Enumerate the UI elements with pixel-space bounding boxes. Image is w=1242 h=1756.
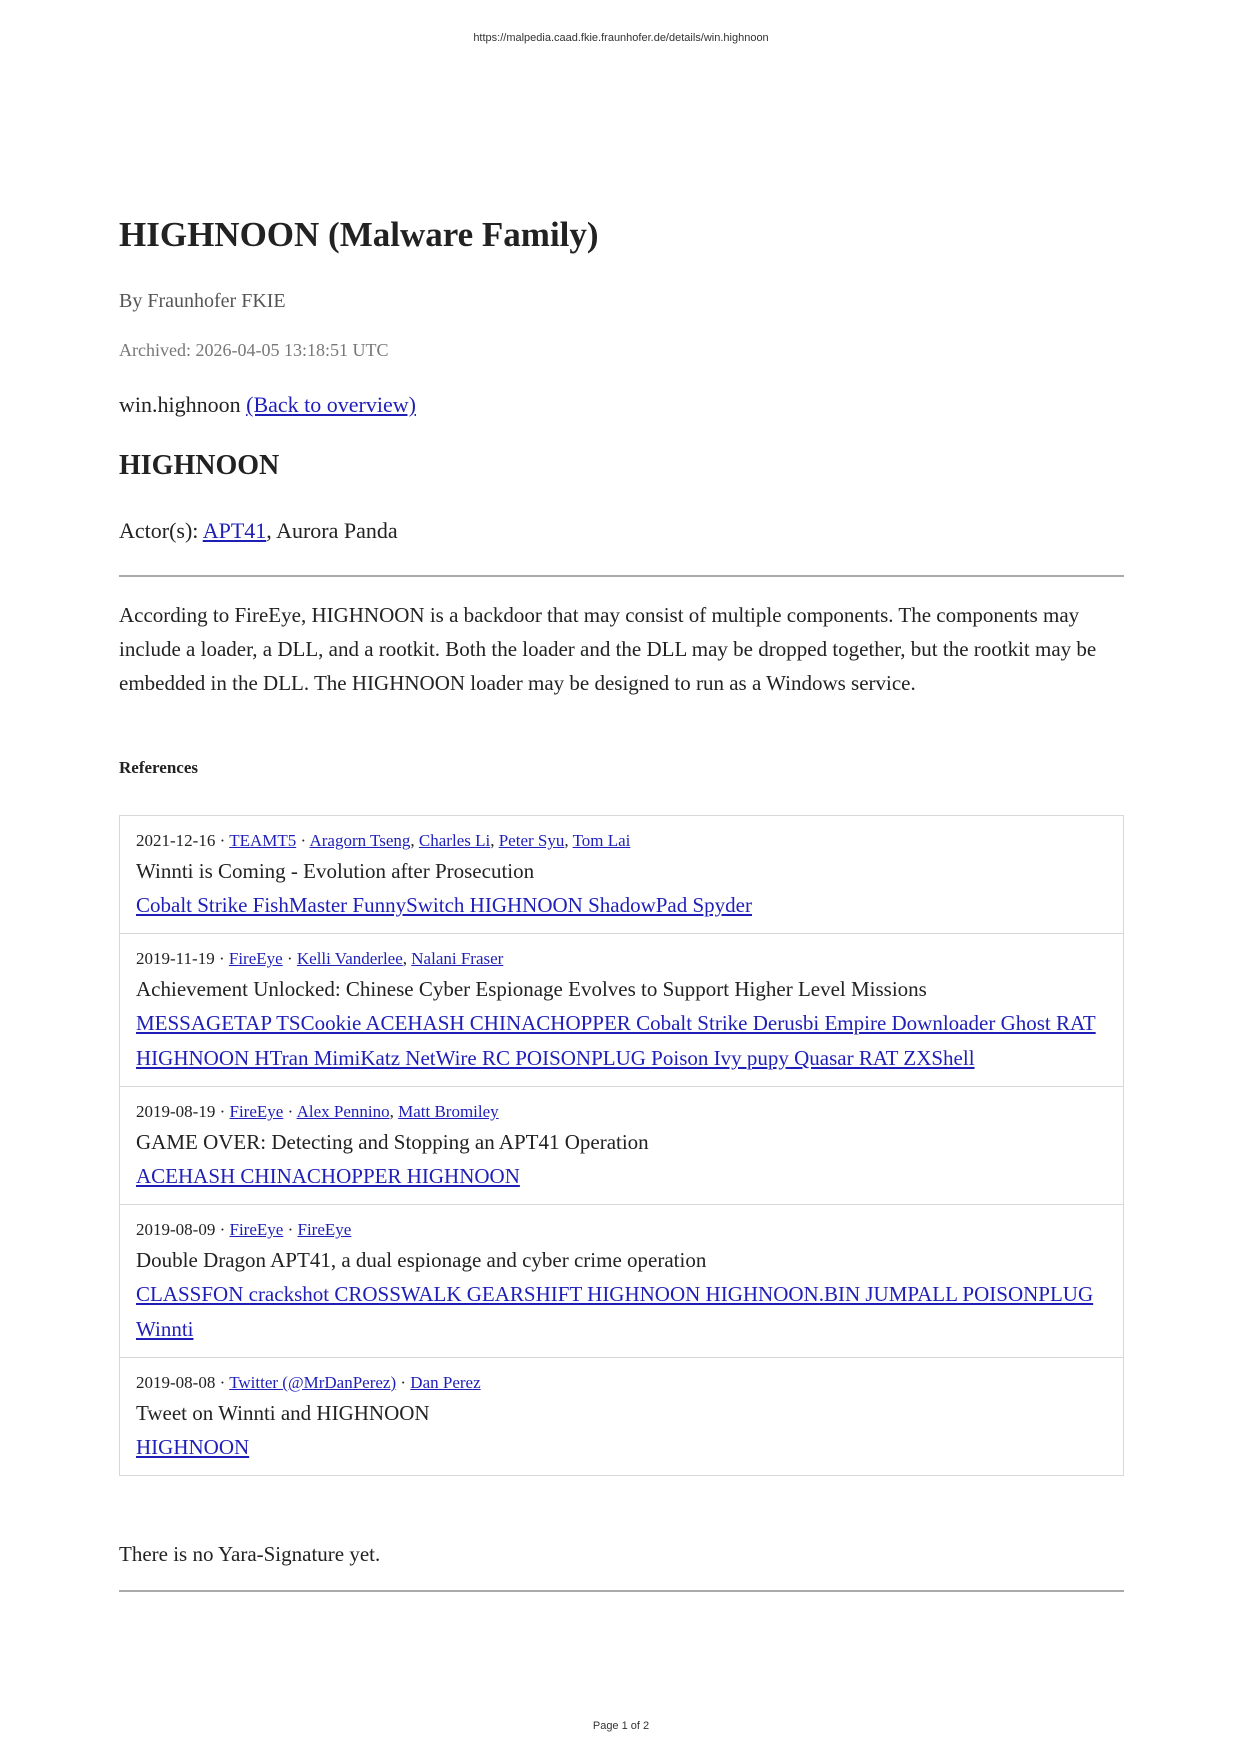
actor-aurora-panda: Aurora Panda <box>276 518 398 543</box>
divider-top <box>119 575 1124 577</box>
meta-separator: · <box>396 1373 411 1392</box>
meta-separator: · <box>283 1220 298 1239</box>
reference-author-link[interactable]: Dan Perez <box>410 1373 481 1392</box>
reference-family-links[interactable]: HIGHNOON <box>136 1435 250 1459</box>
family-description: According to FireEye, HIGHNOON is a backdoor that may consist of multiple components. The components may include a loader, a DLL, and a rootkit. Both the loader and the DLL may be dropped together, but the rootkit may be embedded in the DLL. The HIGHNOON loader may be designed to run as a Windows service. <box>119 603 1097 695</box>
reference-author-link[interactable]: Nalani Fraser <box>411 949 504 968</box>
reference-date: 2019-08-08 <box>136 1373 216 1392</box>
reference-row <box>120 933 1123 1086</box>
reference-title: Achievement Unlocked: Chinese Cyber Espionage Evolves to Support Higher Level Missions <box>136 977 927 1001</box>
reference-family-links[interactable]: MESSAGETAP TSCookie ACEHASH CHINACHOPPER Cobalt Strike Derusbi Empire Downloader Ghost RAT HIGHNOON HTran MimiKatz NetWire RC POISONPLUG Poison Ivy pupy Quasar RAT ZXShell <box>136 1011 1096 1070</box>
reference-author-link[interactable]: Matt Bromiley <box>398 1102 499 1121</box>
reference-title: GAME OVER: Detecting and Stopping an APT41 Operation <box>136 1130 649 1154</box>
reference-author-link[interactable]: Aragorn Tseng <box>309 831 411 850</box>
actors-line <box>119 518 398 544</box>
author-separator: , <box>410 831 419 850</box>
reference-family-links[interactable]: Cobalt Strike FishMaster FunnySwitch HIGHNOON ShadowPad Spyder <box>136 893 752 917</box>
reference-row <box>120 1086 1123 1204</box>
family-name-heading: HIGHNOON <box>119 450 280 481</box>
reference-meta <box>136 828 1107 854</box>
reference-row <box>120 816 1123 933</box>
references-table <box>119 815 1124 1476</box>
references-heading: References <box>119 758 198 777</box>
reference-row <box>120 1204 1123 1357</box>
page-url-header: https://malpedia.caad.fkie.fraunhofer.de/details/win.highnoon <box>473 32 769 44</box>
reference-meta <box>136 1099 1107 1125</box>
reference-author-link[interactable]: FireEye <box>297 1220 352 1239</box>
reference-families <box>136 1159 1107 1194</box>
actor-link-apt41[interactable]: APT41 <box>202 518 267 543</box>
meta-separator: · <box>215 1102 230 1121</box>
reference-row <box>120 1357 1123 1475</box>
reference-families <box>136 1006 1107 1076</box>
reference-date: 2019-08-19 <box>136 1102 216 1121</box>
reference-title: Winnti is Coming - Evolution after Prosecution <box>136 859 535 883</box>
back-to-overview-link[interactable]: (Back to overview) <box>246 392 416 417</box>
reference-source-link[interactable]: Twitter (@MrDanPerez) <box>229 1373 397 1392</box>
reference-family-links[interactable]: ACEHASH CHINACHOPPER HIGHNOON <box>136 1164 520 1188</box>
reference-family-links[interactable]: CLASSFON crackshot CROSSWALK GEARSHIFT HIGHNOON HIGHNOON.BIN JUMPALL POISONPLUG Winnti <box>136 1282 1094 1341</box>
meta-separator: · <box>282 949 297 968</box>
reference-meta <box>136 946 1107 972</box>
reference-source-link[interactable]: TEAMT5 <box>229 831 297 850</box>
reference-meta <box>136 1370 1107 1396</box>
reference-author-link[interactable]: Kelli Vanderlee <box>296 949 403 968</box>
meta-separator: · <box>215 1220 230 1239</box>
reference-author-link[interactable]: Charles Li <box>418 831 491 850</box>
reference-families <box>136 1430 1107 1465</box>
archived-timestamp: Archived: 2026-04-05 13:18:51 UTC <box>119 340 389 360</box>
byline: By Fraunhofer FKIE <box>119 290 286 312</box>
reference-date: 2019-11-19 <box>136 949 215 968</box>
reference-source-link[interactable]: FireEye <box>229 1220 284 1239</box>
page-number: Page 1 of 2 <box>592 1720 650 1732</box>
actors-label: Actor(s): <box>119 518 199 543</box>
reference-source-link[interactable]: FireEye <box>229 1102 284 1121</box>
reference-author-link[interactable]: Alex Pennino <box>296 1102 390 1121</box>
actor-separator: , <box>266 518 277 543</box>
divider-bottom <box>119 1590 1124 1592</box>
author-separator: , <box>564 831 573 850</box>
meta-separator: · <box>215 1373 230 1392</box>
author-separator: , <box>389 1102 399 1121</box>
author-separator: , <box>402 949 412 968</box>
reference-author-link[interactable]: Peter Syu <box>498 831 565 850</box>
family-slug: win.highnoon <box>119 392 241 417</box>
meta-separator: · <box>283 1102 297 1121</box>
reference-families <box>136 1277 1107 1347</box>
yara-note: There is no Yara-Signature yet. <box>119 1542 381 1566</box>
reference-title: Double Dragon APT41, a dual espionage and cyber crime operation <box>136 1248 707 1272</box>
reference-date: 2019-08-09 <box>136 1220 216 1239</box>
reference-title: Tweet on Winnti and HIGHNOON <box>136 1401 430 1425</box>
reference-families <box>136 888 1107 923</box>
meta-separator: · <box>296 831 310 850</box>
author-separator: , <box>490 831 499 850</box>
reference-source-link[interactable]: FireEye <box>228 949 283 968</box>
reference-date: 2021-12-16 <box>136 831 216 850</box>
slug-line <box>119 392 416 418</box>
page-title: HIGHNOON (Malware Family) <box>119 215 599 254</box>
meta-separator: · <box>215 831 230 850</box>
reference-author-link[interactable]: Tom Lai <box>572 831 631 850</box>
reference-meta <box>136 1217 1107 1243</box>
meta-separator: · <box>214 949 229 968</box>
